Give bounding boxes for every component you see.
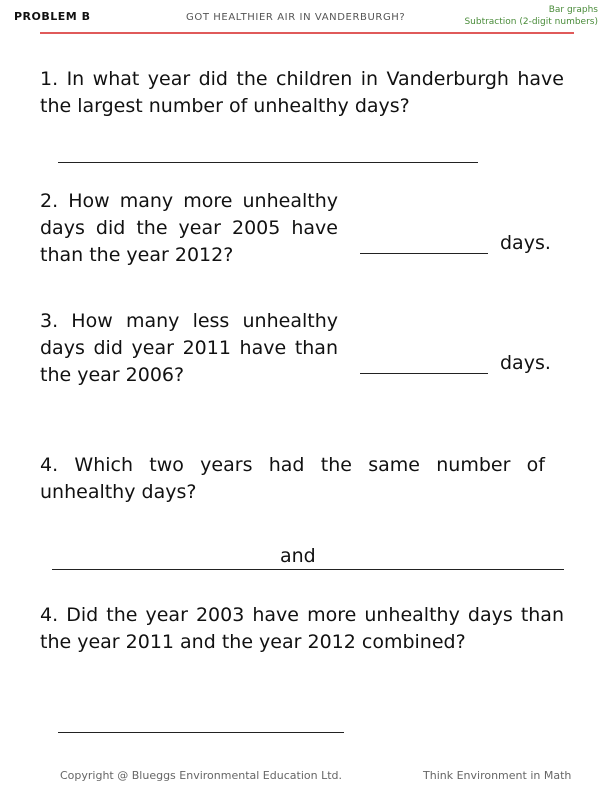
answer-blank-3[interactable]: [360, 373, 488, 374]
problem-label: PROBLEM B: [14, 10, 91, 23]
question-3-text: 3. How many less unhealthy days did year 2011 have than the year 2006?: [40, 310, 338, 386]
header-divider: [40, 32, 574, 34]
topic-tag: [464, 4, 598, 28]
connector-and: and: [280, 545, 316, 567]
question-5-text: 4. Did the year 2003 have more unhealthy days than the year 2011 and the year 2012 combined?: [40, 604, 564, 653]
worksheet-title: GOT HEALTHIER AIR IN VANDERBURGH?: [186, 12, 406, 23]
answer-blank-1[interactable]: [58, 162, 478, 163]
question-4-text: 4. Which two years had the same number of unhealthy days?: [40, 454, 545, 503]
answer-blank-2[interactable]: [360, 253, 488, 254]
topic-line-2: Subtraction (2-digit numbers): [464, 17, 598, 27]
footer-copyright: Copyright @ Blueggs Environmental Education Ltd.: [60, 769, 342, 782]
question-1-text: 1. In what year did the children in Vanderburgh have the largest number of unhealthy days?: [40, 68, 564, 117]
question-2-text: 2. How many more unhealthy days did the year 2005 have than the year 2012?: [40, 190, 338, 266]
answer-blank-5[interactable]: [58, 732, 344, 733]
footer-tagline: Think Environment in Math: [423, 769, 572, 782]
answer-blank-4[interactable]: [52, 569, 564, 570]
topic-line-1: Bar graphs: [548, 5, 598, 15]
unit-label-2: days.: [500, 232, 551, 254]
unit-label-3: days.: [500, 352, 551, 374]
